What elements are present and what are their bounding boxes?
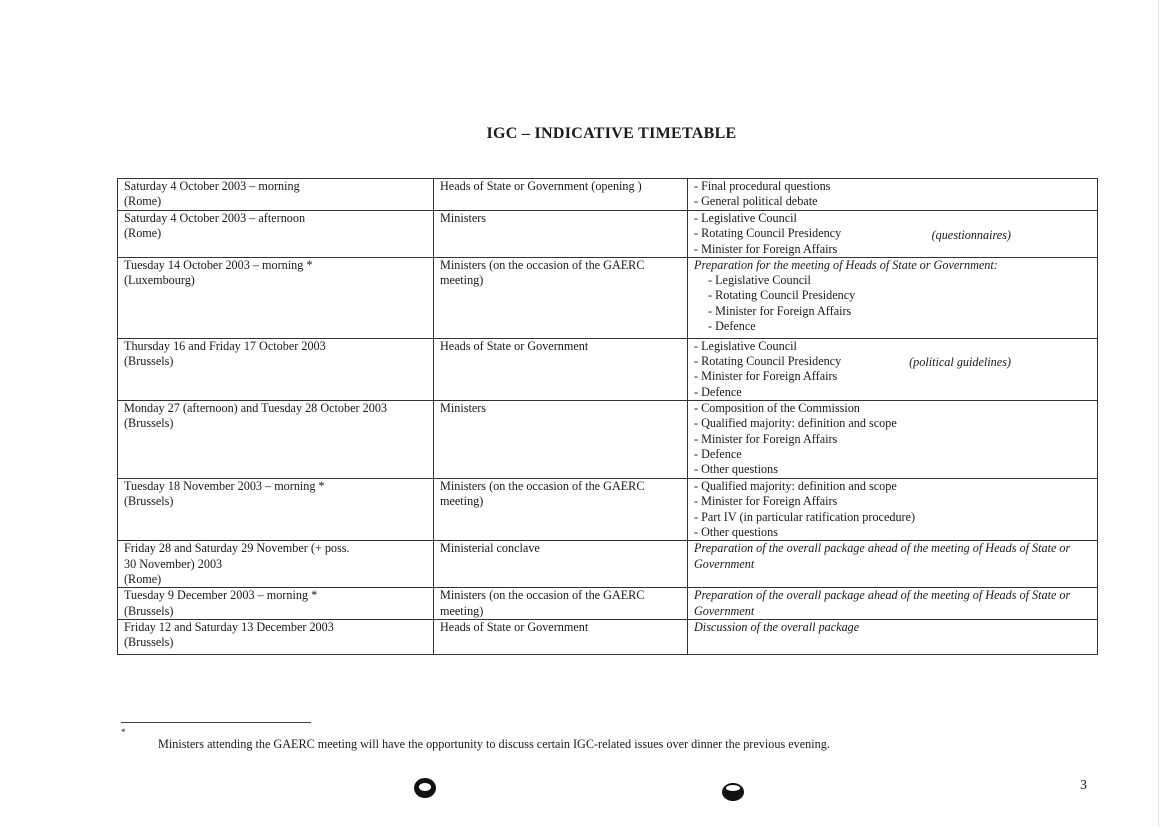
date-place-line: (Rome) (124, 226, 162, 241)
timetable-row (118, 257, 1098, 338)
date-place-line: (Brussels) (124, 494, 174, 509)
date-place-cell (118, 338, 434, 400)
date-place-cell (118, 541, 434, 588)
date-place-line: (Luxembourg) (124, 273, 195, 288)
date-place-line: (Brussels) (124, 354, 174, 369)
agenda-cell (688, 257, 1098, 338)
timetable-row (118, 338, 1098, 400)
agenda-cell (688, 619, 1098, 654)
timetable-row (118, 401, 1098, 479)
agenda-cell (688, 588, 1098, 620)
agenda-item: - Legislative Council (694, 338, 797, 353)
participants-cell: Ministers (434, 211, 688, 258)
participants-cell: Heads of State or Government (opening ) (434, 179, 688, 211)
participants-cell: Ministerial conclave (434, 541, 688, 588)
date-place-line: (Rome) (124, 194, 162, 209)
timetable-row (118, 619, 1098, 654)
agenda-item: - Defence (694, 384, 742, 399)
date-place-line: Saturday 4 October 2003 – afternoon (124, 211, 306, 225)
date-place-line: (Brussels) (124, 416, 174, 431)
agenda-item: - Final procedural questions (694, 179, 831, 193)
agenda-item: - Minister for Foreign Affairs (694, 431, 838, 446)
agenda-cell (688, 479, 1098, 541)
agenda-item: - Composition of the Commission (694, 401, 860, 416)
date-place-line: 30 November) 2003 (124, 556, 223, 571)
date-place-cell (118, 179, 434, 211)
date-place-line: Tuesday 14 October 2003 – morning * (124, 257, 313, 272)
participants-cell: Heads of State or Government (434, 619, 688, 654)
date-place-line: (Brussels) (124, 635, 174, 650)
date-place-line: (Rome) (124, 571, 162, 586)
agenda-cell (688, 541, 1098, 588)
agenda-item: - Qualified majority: definition and scope (694, 416, 897, 431)
agenda-item: - Rotating Council Presidency (694, 354, 842, 369)
agenda-item: - General political debate (694, 194, 818, 209)
agenda-cell (688, 401, 1098, 479)
agenda-cell (688, 179, 1098, 211)
footnote-text: Ministers attending the GAERC meeting will have the opportunity to discuss certain IGC-related issues over dinner the previous evening. (158, 737, 830, 751)
participants-cell: Heads of State or Government (434, 338, 688, 400)
agenda-item: - Minister for Foreign Affairs (694, 369, 838, 384)
document-title: IGC – INDICATIVE TIMETABLE (486, 125, 737, 142)
footnote-rule (121, 722, 311, 723)
agenda-item: - Part IV (in particular ratification procedure) (694, 509, 916, 524)
agenda-cell (688, 211, 1098, 258)
agenda-item: - Defence (708, 319, 756, 334)
timetable (117, 178, 1098, 655)
date-place-line: Thursday 16 and Friday 17 October 2003 (124, 338, 326, 353)
page-number: 3 (1080, 778, 1087, 793)
participants-cell: Ministers (434, 401, 688, 479)
date-place-line: Tuesday 9 December 2003 – morning * (124, 588, 318, 603)
agenda-heading: Preparation of the overall package ahead of the meeting of Heads of State or Government (694, 541, 1071, 571)
date-place-line: Friday 12 and Saturday 13 December 2003 (124, 619, 334, 634)
agenda-heading: Preparation of the overall package ahead of the meeting of Heads of State or Government (694, 588, 1071, 618)
timetable-row (118, 541, 1098, 588)
agenda-item: - Legislative Council (694, 211, 797, 225)
date-place-cell (118, 401, 434, 479)
footnote-mark: * (121, 727, 126, 737)
date-place-line: Friday 28 and Saturday 29 November (+ poss. (124, 541, 350, 556)
agenda-item: - Minister for Foreign Affairs (694, 241, 838, 256)
agenda-note: (political guidelines) (909, 354, 1011, 369)
agenda-item: - Other questions (694, 462, 778, 477)
punch-hole-left-icon (412, 776, 438, 800)
date-place-line: (Brussels) (124, 603, 174, 618)
agenda-item: - Legislative Council (708, 273, 811, 288)
agenda-cell (688, 338, 1098, 400)
agenda-heading: Discussion of the overall package (694, 619, 860, 634)
punch-hole-right-icon (720, 780, 746, 802)
date-place-line: Tuesday 18 November 2003 – morning * (124, 479, 325, 494)
date-place-line: Monday 27 (afternoon) and Tuesday 28 October 2003 (124, 401, 388, 416)
timetable-row (118, 588, 1098, 620)
timetable-row (118, 179, 1098, 211)
agenda-item: - Qualified majority: definition and scope (694, 479, 897, 494)
agenda-item: - Minister for Foreign Affairs (708, 303, 852, 318)
timetable-row (118, 479, 1098, 541)
date-place-cell (118, 619, 434, 654)
agenda-item: - Other questions (694, 524, 778, 539)
participants-cell: Ministers (on the occasion of the GAERC meeting) (434, 479, 688, 541)
date-place-cell (118, 257, 434, 338)
date-place-line: Saturday 4 October 2003 – morning (124, 179, 300, 193)
agenda-item: - Rotating Council Presidency (708, 288, 856, 303)
timetable-row (118, 211, 1098, 258)
agenda-heading: Preparation for the meeting of Heads of State or Government: (694, 257, 998, 272)
participants-cell: Ministers (on the occasion of the GAERC meeting) (434, 588, 688, 620)
agenda-item: - Rotating Council Presidency (694, 226, 842, 241)
date-place-cell (118, 588, 434, 620)
date-place-cell (118, 479, 434, 541)
agenda-item: - Defence (694, 446, 742, 461)
agenda-item: - Minister for Foreign Affairs (694, 494, 838, 509)
agenda-note: (questionnaires) (931, 228, 1011, 242)
participants-cell: Ministers (on the occasion of the GAERC meeting) (434, 257, 688, 338)
date-place-cell (118, 211, 434, 258)
